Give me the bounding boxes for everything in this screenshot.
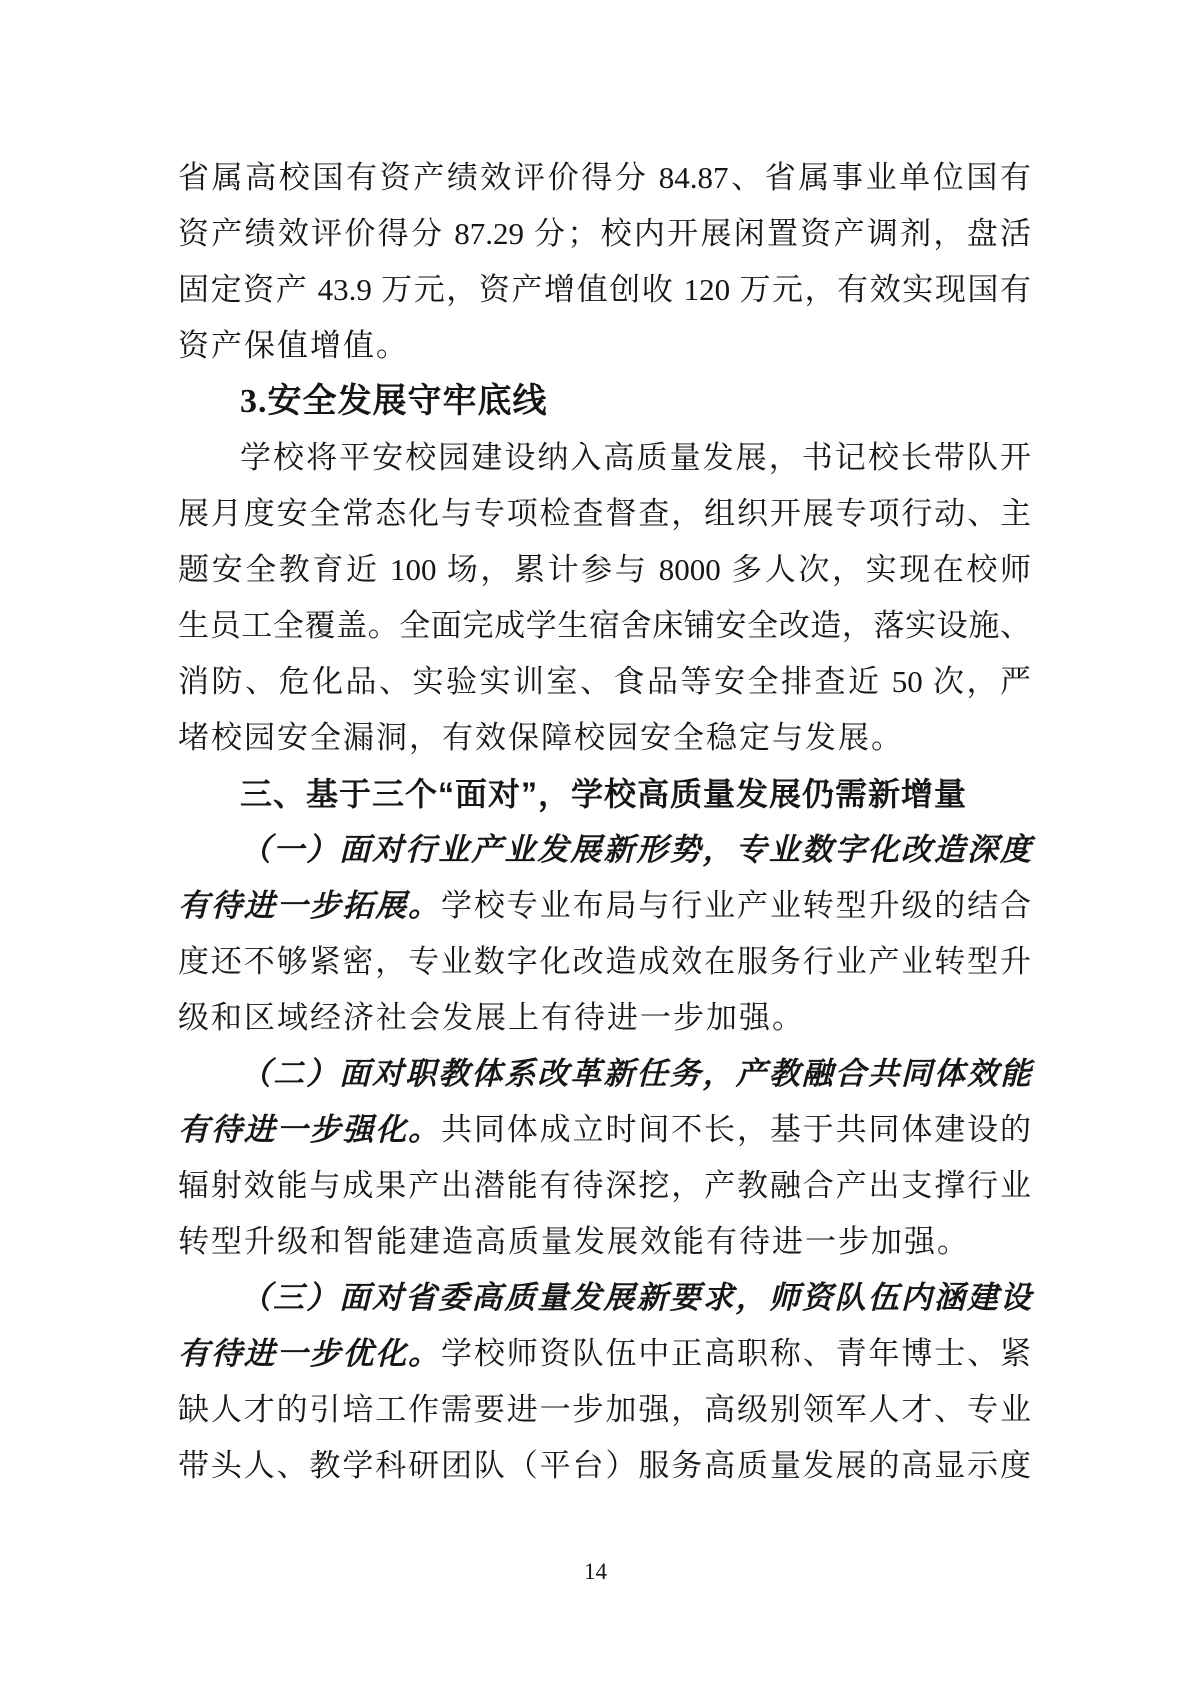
text-segment: 辐射效能与成果产出潜能有待深挖，产教融合产出支撑行业 — [178, 1168, 1031, 1203]
text-line — [178, 1158, 1031, 1214]
text-line — [178, 150, 1031, 206]
text-line — [178, 262, 1031, 318]
text-line — [178, 374, 1031, 430]
text-line — [178, 822, 1031, 878]
kai-segment: （二）面对职教体系改革新任务，产教融合共同体效能 — [240, 1056, 1031, 1091]
text-segment: 学校师资队伍中正高职称、青年博士、紧 — [441, 1336, 1032, 1371]
text-segment: 展月度安全常态化与专项检查督查，组织开展专项行动、主 — [178, 496, 1031, 531]
text-line — [178, 1270, 1031, 1326]
text-line — [178, 934, 1031, 990]
text-segment: 缺人才的引培工作需要进一步加强，高级别领军人才、专业 — [178, 1392, 1031, 1427]
text-line — [178, 206, 1031, 262]
text-segment: 生员工全覆盖。全面完成学生宿舍床铺安全改造，落实设施、 — [178, 608, 1031, 643]
text-line — [178, 710, 1031, 766]
text-line — [178, 990, 1031, 1046]
text-line — [178, 1214, 1031, 1270]
text-line — [178, 1382, 1031, 1438]
text-line — [178, 430, 1031, 486]
text-segment: 共同体成立时间不长，基于共同体建设的 — [441, 1112, 1032, 1147]
text-line — [178, 1046, 1031, 1102]
text-segment: 级和区域经济社会发展上有待进一步加强。 — [178, 1000, 805, 1035]
hsans-segment: 三、基于三个“面对”，学校高质量发展仍需新增量 — [240, 776, 968, 812]
kai-segment: 有待进一步优化。 — [178, 1336, 442, 1371]
text-line — [178, 1102, 1031, 1158]
text-line — [178, 318, 1031, 374]
text-segment: 堵校园安全漏洞，有效保障校园安全稳定与发展。 — [178, 720, 904, 755]
text-segment: 转型升级和智能建造高质量发展效能有待进一步加强。 — [178, 1224, 970, 1259]
text-line — [178, 542, 1031, 598]
text-line — [178, 766, 1031, 822]
text-segment: 题安全教育近 100 场，累计参与 8000 多人次，实现在校师 — [178, 552, 1031, 587]
hserif-segment: 3.安全发展守牢底线 — [240, 383, 548, 420]
text-segment: 学校将平安校园建设纳入高质量发展，书记校长带队开 — [240, 440, 1031, 475]
text-line — [178, 878, 1031, 934]
kai-segment: 有待进一步强化。 — [178, 1112, 442, 1147]
text-line — [178, 654, 1031, 710]
text-segment: 资产保值增值。 — [178, 328, 409, 363]
text-line — [178, 486, 1031, 542]
text-segment: 度还不够紧密，专业数字化改造成效在服务行业产业转型升 — [178, 944, 1031, 979]
text-segment: 资产绩效评价得分 87.29 分；校内开展闲置资产调剂，盘活 — [178, 216, 1031, 251]
text-segment: 固定资产 43.9 万元，资产增值创收 120 万元，有效实现国有 — [178, 272, 1031, 307]
kai-segment: （一）面对行业产业发展新形势，专业数字化改造深度 — [240, 832, 1031, 867]
kai-segment: 有待进一步拓展。 — [178, 888, 442, 923]
text-line — [178, 598, 1031, 654]
text-line — [178, 1326, 1031, 1382]
text-line — [178, 1438, 1031, 1494]
kai-segment: （三）面对省委高质量发展新要求，师资队伍内涵建设 — [240, 1280, 1031, 1315]
text-segment: 带头人、教学科研团队（平台）服务高质量发展的高显示度 — [178, 1448, 1031, 1483]
text-segment: 省属高校国有资产绩效评价得分 84.87、省属事业单位国有 — [178, 160, 1031, 195]
text-segment: 消防、危化品、实验实训室、食品等安全排查近 50 次，严 — [178, 664, 1031, 699]
text-segment: 学校专业布局与行业产业转型升级的结合 — [441, 888, 1032, 923]
page-number: 14 — [584, 1559, 607, 1584]
document-content — [178, 150, 1031, 1494]
